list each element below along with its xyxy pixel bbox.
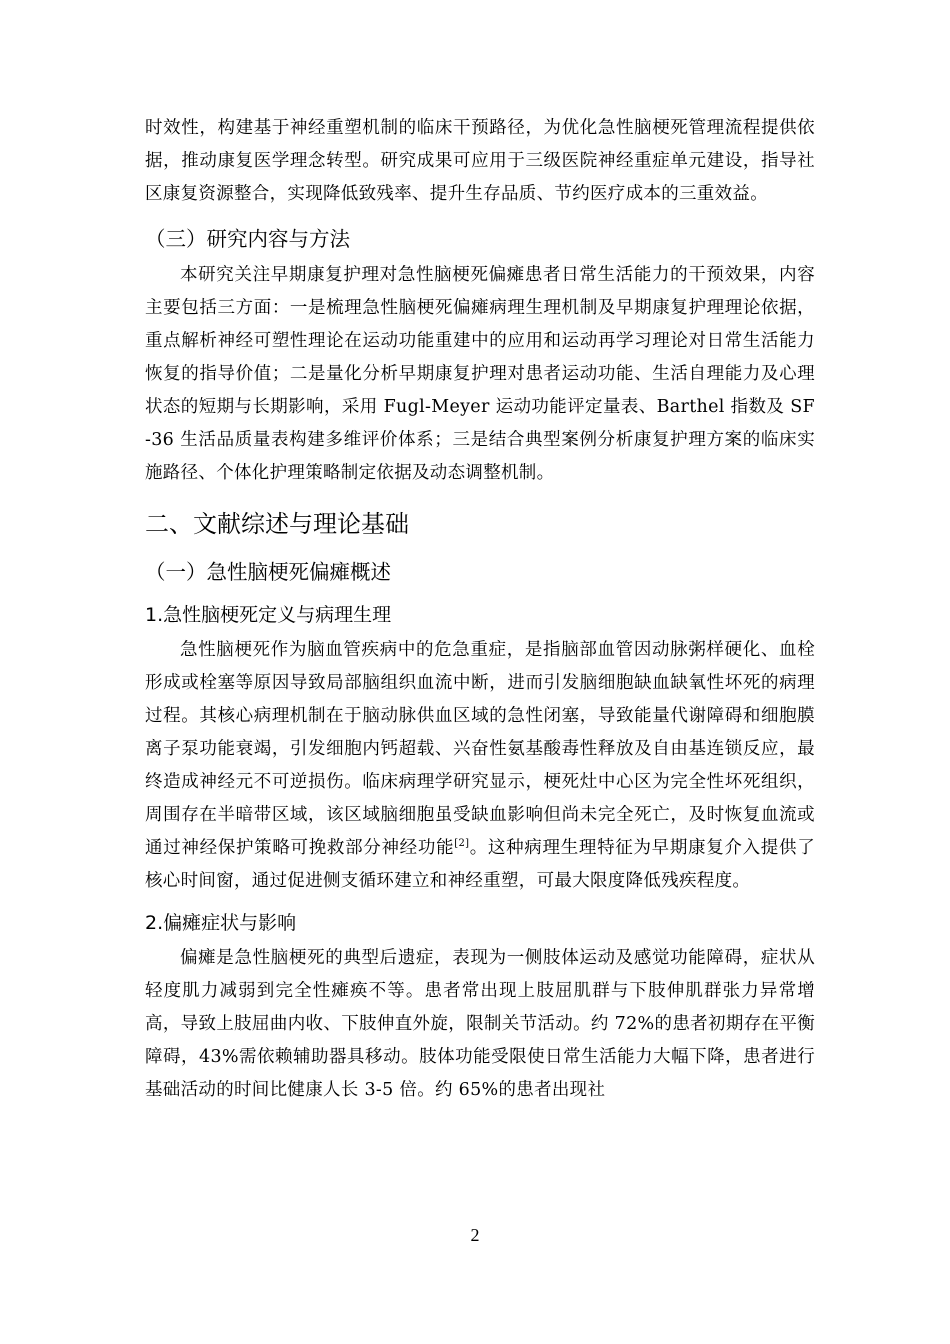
symptoms-paragraph: 偏瘫是急性脑梗死的典型后遗症，表现为一侧肢体运动及感觉功能障碍，症状从轻度肌力减弱到完全性瘫痪不等。患者常出现上肢屈肌群与下肢伸肌群张力异常增高，导致上肢屈曲内收、下肢伸直外旋，限制关节活动。约 72%的患者初期存在平衡障碍，43%需依赖辅助器具移动。肢体功能受限使日常生活能力大幅下降，患者进行基础活动的时间比健康人长 3-5 倍。约 65%的患者出现社	[145, 948, 815, 1100]
definition-text-part2: 。这种病理生理特征为早期康复介入提供了核心时间窗，通过促进侧支循环建立和神经重塑，可最大限度降低残疾程度。	[145, 838, 815, 891]
definition-paragraph	[145, 634, 815, 898]
intro-paragraph: 时效性，构建基于神经重塑机制的临床干预路径，为优化急性脑梗死管理流程提供依据，推动康复医学理念转型。研究成果可应用于三级医院神经重症单元建设，指导社区康复资源整合，实现降低致残率、提升生存品质、节约医疗成本的三重效益。	[145, 118, 815, 204]
page-content	[145, 112, 815, 1107]
subsection-heading-symptoms: 2.偏瘫症状与影响	[145, 912, 297, 934]
section-heading-research: （三）研究内容与方法	[145, 227, 350, 251]
research-paragraph: 本研究关注早期康复护理对急性脑梗死偏瘫患者日常生活能力的干预效果，内容主要包括三方面：一是梳理急性脑梗死偏瘫病理生理机制及早期康复护理理论依据，重点解析神经可塑性理论在运动功能重建中的应用和运动再学习理论对日常生活能力恢复的指导价值；二是量化分析早期康复护理对患者运动功能、生活自理能力及心理状态的短期与长期影响，采用 Fugl-Meyer 运动功能评定量表、Barthel 指数及 SF-36 生活品质量表构建多维评价体系；三是结合典型案例分析康复护理方案的临床实施路径、个体化护理策略制定依据及动态调整机制。	[145, 265, 815, 483]
citation-reference: [2]	[454, 838, 470, 850]
section-heading-overview: （一）急性脑梗死偏瘫概述	[145, 560, 391, 584]
subsection-heading-definition: 1.急性脑梗死定义与病理生理	[145, 604, 392, 626]
chapter-heading: 二、文献综述与理论基础	[145, 510, 409, 538]
definition-text-part1: 急性脑梗死作为脑血管疾病中的危急重症，是指脑部血管因动脉粥样硬化、血栓形成或栓塞等原因导致局部脑组织血流中断，进而引发脑细胞缺血缺氧性坏死的病理过程。其核心病理机制在于脑动脉供血区域的急性闭塞，导致能量代谢障碍和细胞膜离子泵功能衰竭，引发细胞内钙超载、兴奋性氨基酸毒性释放及自由基连锁反应，最终造成神经元不可逆损伤。临床病理学研究显示，梗死灶中心区为完全性坏死组织，周围存在半暗带区域，该区域脑细胞虽受缺血影响但尚未完全死亡，及时恢复血流或通过神经保护策略可挽救部分神经功能	[145, 640, 815, 858]
page-number: 2	[470, 1225, 480, 1245]
